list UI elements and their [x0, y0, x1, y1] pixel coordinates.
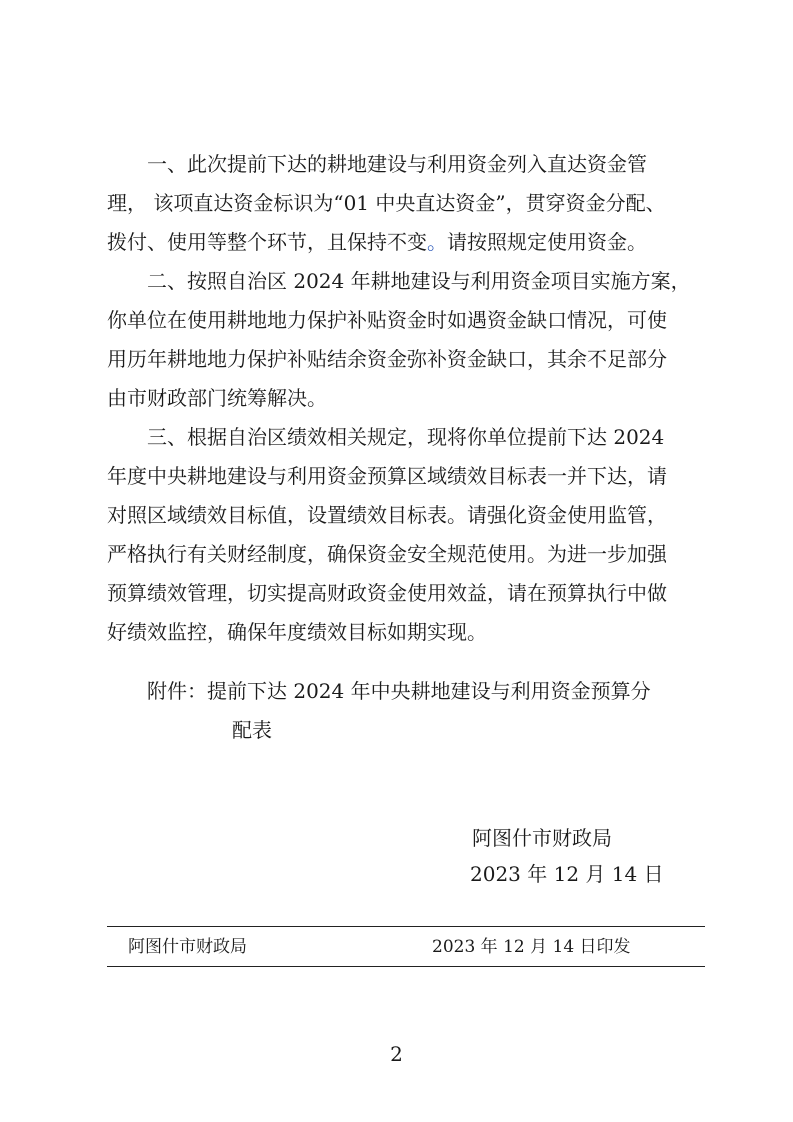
- paragraph-2-line-1: 二、按照自治区 2024 年耕地建设与利用资金项目实施方案，: [147, 269, 691, 293]
- paragraph-2-line-4: 由市财政部门统筹解决。: [107, 386, 327, 410]
- imprint-bottom-rule: [107, 966, 705, 967]
- paragraph-1-period: 。: [427, 230, 447, 254]
- paragraph-2-line-2: 你单位在使用耕地地力保护补贴资金时如遇资金缺口情况，可使: [107, 308, 667, 332]
- imprint-date: 2023 年 12 月 14 日印发: [432, 937, 631, 957]
- signature-issuer: 阿图什市财政局: [472, 826, 612, 850]
- imprint-issuer: 阿图什市财政局: [128, 937, 247, 957]
- imprint-top-rule: [107, 926, 705, 927]
- paragraph-1-line-3: [107, 228, 647, 256]
- paragraph-1-line-1: 一、此次提前下达的耕地建设与利用资金列入直达资金管: [147, 152, 647, 176]
- attachment-line-2: 配表: [232, 718, 272, 742]
- paragraph-3-line-1: 三、根据自治区绩效相关规定，现将你单位提前下达 2024: [147, 425, 665, 449]
- paragraph-3-line-3: 对照区域绩效目标值，设置绩效目标表。请强化资金使用监管，: [107, 503, 667, 527]
- page-number: 2: [390, 1042, 403, 1066]
- signature-date: 2023 年 12 月 14 日: [470, 862, 664, 886]
- attachment-line-1: 附件：提前下达 2024 年中央耕地建设与利用资金预算分: [147, 679, 651, 703]
- paragraph-3-line-4: 严格执行有关财经制度，确保资金安全规范使用。为进一步加强: [107, 542, 667, 566]
- paragraph-3-line-5: 预算绩效管理，切实提高财政资金使用效益，请在预算执行中做: [107, 581, 667, 605]
- paragraph-1-line-2: 理， 该项直达资金标识为“01 中央直达资金”，贯穿资金分配、: [107, 191, 666, 215]
- paragraph-3-line-2: 年度中央耕地建设与利用资金预算区域绩效目标表一并下达，请: [107, 464, 667, 488]
- paragraph-1-line-3-text: 拨付、使用等整个环节，且保持不变: [107, 230, 427, 254]
- paragraph-1-line-3-end: 请按照规定使用资金。: [447, 230, 647, 254]
- paragraph-2-line-3: 用历年耕地地力保护补贴结余资金弥补资金缺口，其余不足部分: [107, 347, 667, 371]
- paragraph-3-line-6: 好绩效监控，确保年度绩效目标如期实现。: [107, 620, 487, 644]
